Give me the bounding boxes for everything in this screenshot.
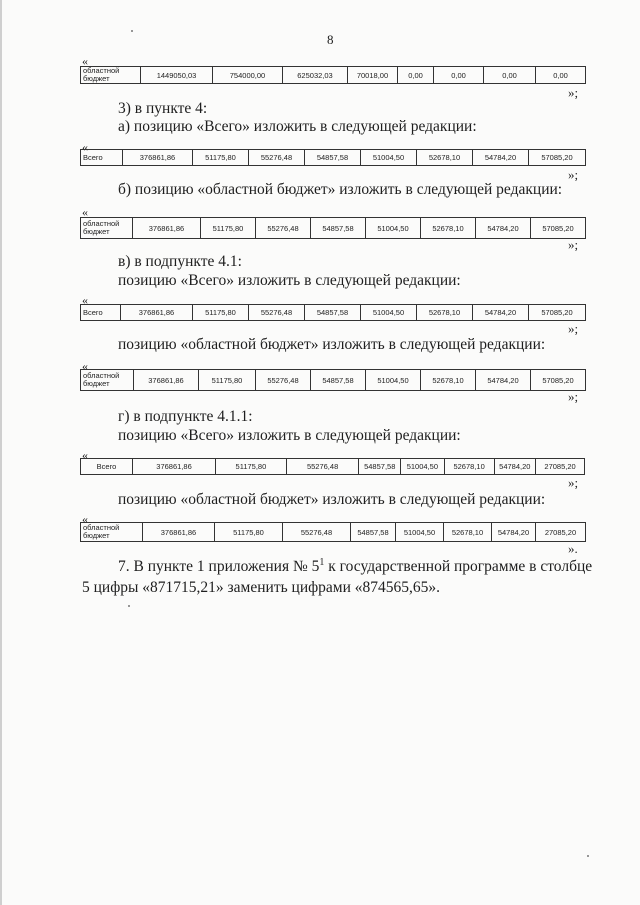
cell-value: 52678,10 [421,370,476,391]
cell-value: 51004,50 [361,150,417,166]
cell-value: 376861,86 [134,370,199,391]
cell-value: 376861,86 [133,218,201,239]
item-3a-heading: а) позицию «Всего» изложить в следующей редакции: [118,118,477,135]
cell-value: 52678,10 [417,150,473,166]
cell-value: 51175,80 [199,370,256,391]
budget-row-3g1 [80,458,585,475]
row-label: Всего [81,305,121,321]
page-number: 8 [327,32,334,47]
item-3-heading: 3) в пункте 4: [118,100,208,117]
cell-value: 54784,20 [494,459,536,475]
cell-value: 55276,48 [256,218,311,239]
budget-row-3v1 [80,304,586,321]
budget-row-3b [80,217,586,239]
scan-speck [587,855,589,857]
cell-value: 55276,48 [256,370,311,391]
cell-value: 52678,10 [444,523,492,542]
cell-value: 1449050,03 [141,67,213,84]
cell-value: 51175,80 [216,459,287,475]
scan-edge [0,0,2,905]
table-row [81,370,586,391]
cell-value: 54857,58 [351,523,396,542]
quote-close: »; [568,237,579,252]
row-label: Всего [81,459,133,475]
quote-open: « [82,54,88,68]
cell-value: 51004,50 [401,459,445,475]
cell-value: 27085,20 [536,459,585,475]
cell-value: 376861,86 [143,523,215,542]
row-label: областной бюджет [81,523,143,542]
cell-value: 0,00 [398,67,434,84]
budget-row-3g2 [80,522,586,542]
cell-value: 54857,58 [359,459,401,475]
scan-speck [128,605,130,607]
item-3g-heading: г) в подпункте 4.1.1: [118,408,253,425]
cell-value: 51175,80 [201,218,256,239]
quote-close: »; [568,321,579,336]
cell-value: 51175,80 [193,150,249,166]
cell-value: 55276,48 [249,150,305,166]
cell-value: 0,00 [536,67,586,84]
cell-value: 57085,20 [531,218,586,239]
item-7-superscript: 1 [319,556,325,568]
budget-row-3a [80,149,586,166]
quote-open: « [82,448,88,462]
quote-open: « [82,293,88,307]
item-3b-heading: б) позицию «областной бюджет» изложить в следующей редакции: [118,181,563,198]
item-3v-sub1: позицию «Всего» изложить в следующей редакции: [118,272,461,289]
table-row [81,218,586,239]
cell-value: 51004,50 [366,218,421,239]
cell-value: 54857,58 [311,218,366,239]
cell-value: 27085,20 [536,523,586,542]
cell-value: 52678,10 [444,459,494,475]
cell-value: 54857,58 [305,150,361,166]
cell-value: 57085,20 [529,150,586,166]
cell-value: 54784,20 [473,150,529,166]
cell-value: 70018,00 [348,67,398,84]
table-row [81,459,585,475]
quote-close: »; [568,167,579,182]
quote-open: « [82,140,88,154]
cell-value: 51004,50 [366,370,421,391]
quote-open: « [82,359,88,373]
cell-value: 0,00 [434,67,484,84]
cell-value: 51175,80 [215,523,283,542]
quote-close: »; [568,475,579,490]
item-7-line2: 5 цифры «871715,21» заменить цифрами «874565,65». [82,579,441,596]
cell-value: 54857,58 [305,305,361,321]
item-3v-heading: в) в подпункте 4.1: [118,253,242,270]
cell-value: 0,00 [484,67,536,84]
row-label: областной бюджет [81,67,141,84]
quote-close: »; [568,389,579,404]
quote-open: « [82,512,88,526]
cell-value: 376861,86 [123,150,193,166]
item-3g-sub2: позицию «областной бюджет» изложить в следующей редакции: [118,491,546,508]
row-label: областной бюджет [81,218,133,239]
row-label: Всего [81,150,123,166]
cell-value: 54784,20 [473,305,529,321]
row-label: областной бюджет [81,370,134,391]
cell-value: 51004,50 [361,305,417,321]
cell-value: 376861,86 [132,459,215,475]
item-7-paragraph [118,556,592,577]
cell-value: 55276,48 [249,305,305,321]
table-row [81,150,586,166]
cell-value: 51175,80 [193,305,249,321]
cell-value: 376861,86 [121,305,193,321]
cell-value: 57085,20 [531,370,586,391]
cell-value: 55276,48 [283,523,351,542]
cell-value: 54784,20 [476,218,531,239]
table-row [81,523,586,542]
cell-value: 55276,48 [286,459,359,475]
quote-open: « [82,205,88,219]
budget-row-top [80,66,586,84]
quote-close: ». [568,541,578,556]
cell-value: 54784,20 [476,370,531,391]
cell-value: 625032,03 [283,67,348,84]
item-7-text-part2: к государственной программе в столбце [324,558,593,575]
scan-speck [131,30,133,32]
quote-close: »; [568,85,579,100]
cell-value: 52678,10 [421,218,476,239]
cell-value: 52678,10 [417,305,473,321]
table-row [81,305,586,321]
cell-value: 51004,50 [396,523,444,542]
table-row [81,67,586,84]
item-7-text-part1: 7. В пункте 1 приложения № 5 [118,558,320,575]
budget-row-3v2 [80,369,586,391]
cell-value: 54784,20 [492,523,536,542]
cell-value: 57085,20 [529,305,586,321]
cell-value: 54857,58 [311,370,366,391]
item-3v-sub2: позицию «областной бюджет» изложить в следующей редакции: [118,336,546,353]
cell-value: 754000,00 [213,67,283,84]
item-3g-sub1: позицию «Всего» изложить в следующей редакции: [118,427,461,444]
